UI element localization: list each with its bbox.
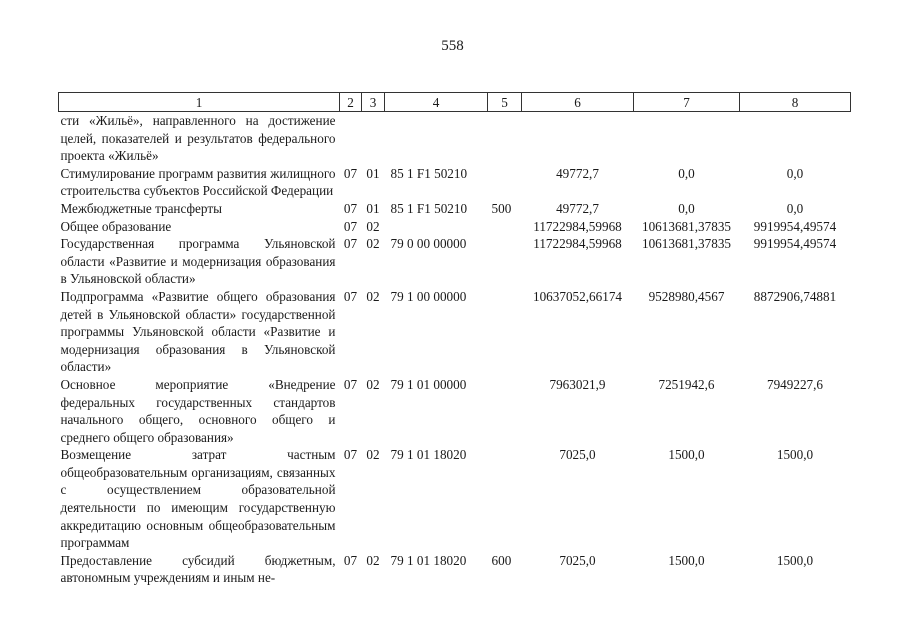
row-target-article-code: 79 1 01 18020 bbox=[390, 447, 467, 463]
row-amount-col-7: 0,0 bbox=[678, 200, 695, 216]
row-amount-col-6: 7025,0 bbox=[559, 552, 596, 568]
row-amount-col-6: 11722984,59968 bbox=[533, 236, 622, 252]
row-subsection-code bbox=[362, 112, 385, 165]
row-target-article-code: 79 1 01 00000 bbox=[390, 376, 467, 392]
row-amount-col-7: 10613681,37835 bbox=[641, 236, 731, 252]
row-target-article-code: 85 1 F1 50210 bbox=[390, 165, 468, 181]
row-amount-col-8: 7949227,6 bbox=[766, 376, 824, 392]
header-col-3: 3 bbox=[362, 93, 385, 112]
row-amount-col-7: 9528980,4567 bbox=[648, 288, 725, 304]
row-amount-col-7: 1500,0 bbox=[668, 447, 705, 463]
table-row bbox=[59, 288, 851, 376]
row-target-article-code: 79 1 00 00000 bbox=[390, 288, 467, 304]
row-expense-type-code bbox=[488, 112, 522, 165]
row-subsection-code: 02 bbox=[366, 236, 380, 252]
header-col-8: 8 bbox=[740, 93, 851, 112]
row-amount-col-6 bbox=[522, 112, 634, 165]
table-row bbox=[59, 218, 851, 236]
row-amount-col-8: 0,0 bbox=[786, 200, 804, 216]
row-section-code: 07 bbox=[343, 447, 358, 463]
table-header bbox=[59, 93, 851, 112]
row-target-article-code bbox=[385, 218, 488, 236]
row-expense-type-code bbox=[488, 218, 522, 236]
row-amount-col-8: 1500,0 bbox=[776, 447, 814, 463]
header-col-2: 2 bbox=[340, 93, 362, 112]
header-col-7: 7 bbox=[634, 93, 740, 112]
row-amount-col-8: 8872906,74881 bbox=[753, 288, 837, 304]
page-number: 558 bbox=[441, 38, 464, 54]
row-subsection-code: 02 bbox=[366, 218, 380, 234]
row-target-article-code bbox=[385, 112, 488, 165]
row-section-code: 07 bbox=[343, 218, 358, 234]
row-expense-type-code bbox=[488, 288, 522, 376]
row-amount-col-6: 7963021,9 bbox=[549, 376, 606, 392]
row-target-article-code: 79 0 00 00000 bbox=[390, 236, 467, 252]
row-name-cell: сти «Жильё», направленного на достижение целей, показателей и результатов федерального проекта «Жильё» bbox=[60, 113, 336, 164]
table-body bbox=[59, 112, 851, 588]
row-target-article-code: 79 1 01 18020 bbox=[390, 552, 467, 568]
row-subsection-code: 02 bbox=[366, 447, 380, 463]
table-row bbox=[59, 552, 851, 587]
row-name-cell: Предоставление субсидий бюджетным, автономным учреждениям и иным не- bbox=[60, 552, 336, 586]
table-row bbox=[59, 112, 851, 165]
row-expense-type-code bbox=[488, 446, 522, 552]
row-name-cell: Стимулирование программ развития жилищного строительства субъектов Российской Федерации bbox=[60, 165, 336, 199]
row-amount-col-7: 10613681,37835 bbox=[641, 218, 731, 234]
row-section-code: 07 bbox=[343, 552, 358, 568]
row-amount-col-8: 9919954,49574 bbox=[753, 218, 837, 234]
row-amount-col-8: 9919954,49574 bbox=[753, 236, 837, 252]
row-section-code: 07 bbox=[343, 165, 358, 181]
row-section-code: 07 bbox=[343, 288, 358, 304]
header-col-6: 6 bbox=[522, 93, 634, 112]
row-expense-type-code: 500 bbox=[491, 200, 512, 216]
row-amount-col-8: 0,0 bbox=[786, 165, 804, 181]
table-row bbox=[59, 165, 851, 200]
row-target-article-code: 85 1 F1 50210 bbox=[390, 200, 468, 216]
row-amount-col-7: 7251942,6 bbox=[658, 376, 715, 392]
row-subsection-code: 02 bbox=[366, 552, 380, 568]
table-row bbox=[59, 446, 851, 552]
row-amount-col-8: 1500,0 bbox=[776, 552, 814, 568]
row-amount-col-7 bbox=[634, 112, 740, 165]
row-subsection-code: 01 bbox=[366, 200, 380, 216]
header-col-5: 5 bbox=[488, 93, 522, 112]
row-subsection-code: 02 bbox=[366, 376, 380, 392]
row-expense-type-code: 600 bbox=[491, 552, 512, 568]
row-section-code: 07 bbox=[343, 376, 358, 392]
row-expense-type-code bbox=[488, 165, 522, 200]
row-name-cell: Государственная программа Ульяновской области «Развитие и модернизация образования в Ульяновской области» bbox=[60, 236, 336, 287]
row-amount-col-6: 7025,0 bbox=[559, 447, 596, 463]
row-name-cell: Возмещение затрат частным общеобразовательным организациям, связанных с осуществлением образовательной деятельности по имеющим государственную аккредитацию основным общеобразовательным программам bbox=[60, 447, 336, 551]
header-col-4: 4 bbox=[385, 93, 488, 112]
row-amount-col-6: 11722984,59968 bbox=[533, 218, 622, 234]
row-amount-col-7: 1500,0 bbox=[668, 552, 705, 568]
table-row bbox=[59, 376, 851, 446]
row-amount-col-8 bbox=[740, 112, 851, 165]
row-amount-col-7: 0,0 bbox=[678, 165, 695, 181]
row-section-code: 07 bbox=[343, 200, 358, 216]
row-amount-col-6: 49772,7 bbox=[556, 165, 599, 181]
row-name-cell: Общее образование bbox=[60, 218, 172, 234]
row-expense-type-code bbox=[488, 235, 522, 288]
row-name-cell: Подпрограмма «Развитие общего образования детей в Ульяновской области» государственной программы Ульяновской области «Развитие и модернизация образования в Ульяновской области» bbox=[60, 288, 336, 375]
header-row bbox=[59, 93, 851, 112]
row-amount-col-6: 10637052,66174 bbox=[532, 288, 622, 304]
row-subsection-code: 02 bbox=[366, 288, 380, 304]
row-section-code: 07 bbox=[343, 236, 358, 252]
header-col-1: 1 bbox=[59, 93, 340, 112]
row-amount-col-6: 49772,7 bbox=[556, 200, 599, 216]
table-row bbox=[59, 200, 851, 218]
row-expense-type-code bbox=[488, 376, 522, 446]
row-section-code bbox=[340, 112, 362, 165]
budget-table bbox=[58, 92, 851, 587]
row-subsection-code: 01 bbox=[366, 165, 380, 181]
table-row bbox=[59, 235, 851, 288]
row-name-cell: Межбюджетные трансферты bbox=[60, 200, 222, 216]
row-name-cell: Основное мероприятие «Внедрение федеральных государственных стандартов начального общего, основного общего и среднего общего образования» bbox=[60, 376, 336, 445]
